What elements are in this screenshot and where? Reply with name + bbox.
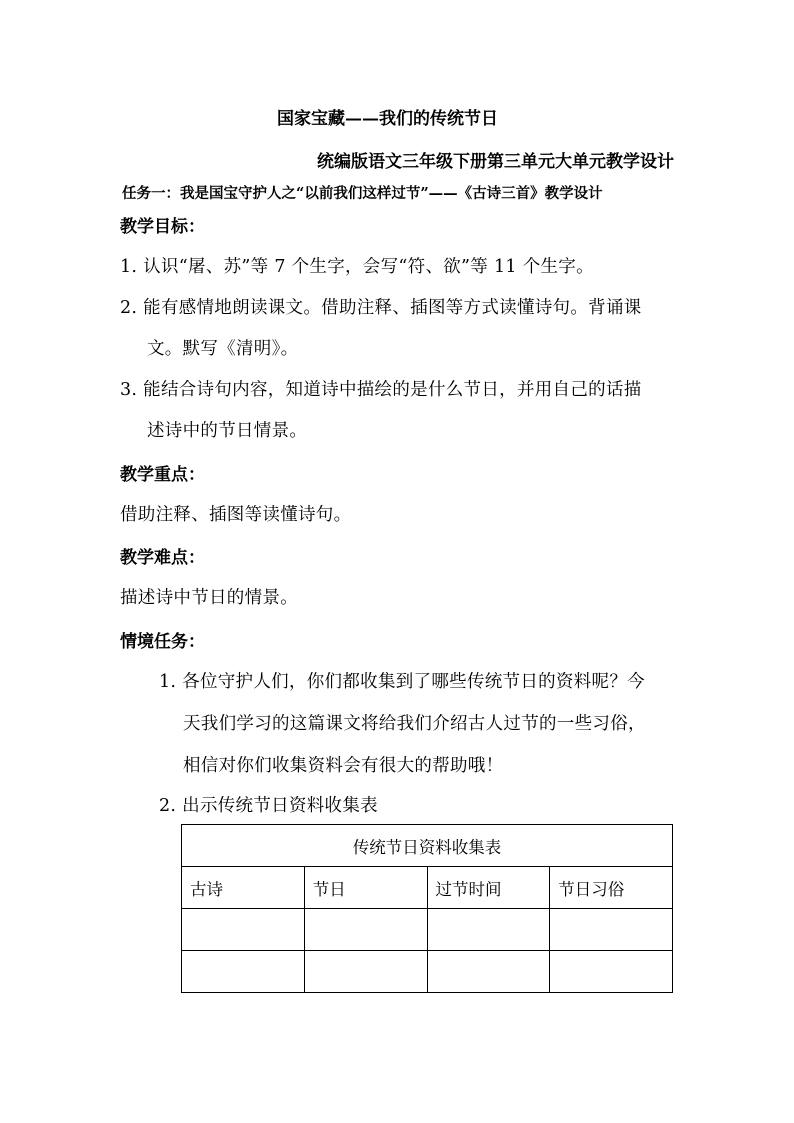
goals-heading: 教学目标： xyxy=(120,217,205,237)
situation-item-1-line-2: 天我们学习的这篇课文将给我们介绍古人过节的一些习俗， xyxy=(183,714,646,734)
situation-item-2: 2. 出示传统节日资料收集表 xyxy=(159,796,378,816)
festival-collection-table xyxy=(181,824,673,993)
table-cell xyxy=(427,951,550,993)
difficulty-text: 描述诗中节日的情景。 xyxy=(120,588,298,608)
difficulty-heading: 教学难点： xyxy=(120,548,205,568)
focus-heading: 教学重点： xyxy=(120,465,205,485)
goal-item-2-line-1: 2. 能有感情地朗读课文。借助注释、插图等方式读懂诗句。背诵课 xyxy=(120,298,642,318)
header-festival: 节日 xyxy=(304,867,427,909)
table-cell xyxy=(304,951,427,993)
goal-item-2-line-2: 文。默写《清明》。 xyxy=(147,339,299,359)
header-festival-time: 过节时间 xyxy=(427,867,550,909)
document-title: 国家宝藏——我们的传统节日 xyxy=(277,109,498,129)
table-cell xyxy=(182,951,305,993)
table-header-row xyxy=(182,867,673,909)
table-cell xyxy=(427,909,550,951)
table-cell xyxy=(550,909,673,951)
table-caption: 传统节日资料收集表 xyxy=(182,825,673,867)
situation-heading: 情境任务： xyxy=(120,632,205,652)
goal-item-3-line-1: 3. 能结合诗句内容，知道诗中描绘的是什么节日，并用自己的话描 xyxy=(120,380,642,400)
goal-item-1: 1. 认识“屠、苏”等 7 个生字，会写“符、欲”等 11 个生字。 xyxy=(120,257,594,277)
table-cell xyxy=(182,909,305,951)
focus-text: 借助注释、插图等读懂诗句。 xyxy=(120,505,352,525)
situation-item-1-line-3: 相信对你们收集资料会有很大的帮助哦！ xyxy=(183,756,504,776)
table-row xyxy=(182,951,673,993)
document-subtitle: 统编版语文三年级下册第三单元大单元教学设计 xyxy=(317,152,674,172)
table-cell xyxy=(550,951,673,993)
header-poem: 古诗 xyxy=(182,867,305,909)
situation-item-1-line-1: 1. 各位守护人们，你们都收集到了哪些传统节日的资料呢？今 xyxy=(159,672,645,692)
table-row xyxy=(182,909,673,951)
goal-item-3-line-2: 述诗中的节日情景。 xyxy=(147,421,308,441)
table-cell xyxy=(304,909,427,951)
header-festival-custom: 节日习俗 xyxy=(550,867,673,909)
task-line: 任务一：我是国宝守护人之“以前我们这样过节”——《古诗三首》教学设计 xyxy=(122,185,603,202)
